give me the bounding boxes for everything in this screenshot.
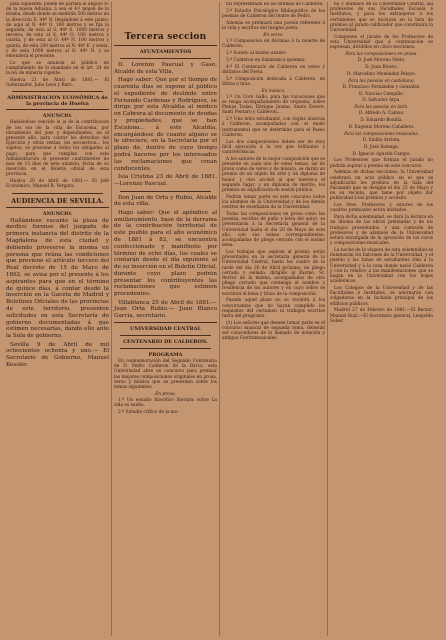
jury-name: D. Eugenio Moreno Caballero. [348,125,415,130]
anuncio-heading: ANUNCIO. [42,113,73,120]
list-item: 3.º Calderon en Salamanca (poema). [226,57,306,63]
paragraph: Los trabajos que aspiran al premio serán presentados en la secretaría general de la Universidad Central, hasta las cuatro de la tarde del día 20 de Abril próximo, en pliego cerrado y sellado, dirigido al Excmo. Sr. Rector de la misma, acompañados de otro pliego cerrado que contenga el nombre y residencia de los autores y en cuyo sobre se escribirá el lema y título de la composición. [222,250,325,297]
list-item: Las dos composiciones deben ser de muy fácil ejecución á la vez que brillantes y características. [222,139,325,156]
prosa-heading: En prosa. [155,391,176,397]
jury-section-3 [330,111,433,130]
jury-section-4 [330,138,433,157]
column-3 [220,2,327,636]
prosa-list [114,398,217,415]
section-title: Tercera seccion [124,32,207,42]
paragraph: no y alumnos de la Universidad Central, así profesores de sus Facultades Escuela é Institutos, y para los extranjeros á los certámenes que se incluyan en la lista de premios al jurado calificador que constituirá la Universidad. [330,2,433,34]
column-1 [4,2,111,636]
paragraph: Los Sres. Profesores y autores de los cuadros premiados serán invitados. [330,203,433,214]
divider [12,193,103,194]
column-rule [327,2,328,636]
paragraph: 3.º Estudio Psicológico Bibliográfico de los poemas de Calderon del teatro de Pedro. [222,8,325,19]
admin-notice [6,120,109,189]
paragraph: Don Juan de Orta y Rubio, Alcalde de esta villa. [114,194,217,208]
column-2 [112,2,219,636]
centenario-heading: CENTENARIO DE CALDERON. [123,339,208,346]
paragraph: Podrán tomar parte en este concurso todos los alumnos de la Universidad y de los demás centros de enseñanza de la Universidad. [222,194,325,211]
paragraph: ral representada en los dramas de Calderon. [226,2,324,7]
divider [120,335,211,336]
ayuntamientos-heading: AYUNTAMIENTOS [139,49,192,55]
paragraph: Hallándose vacante la plaza de médico forense del juzgado de primera instancia del distrito de la Magdalena de esta ciudad y debiendo proveerse la misma en persona que reúna las condiciones que previene el artículo tercero del Real decreto de 15 de Mayo de 1862, se avisa por el presente á los aspirantes para que en el término de quince días, á contar desde la inserción en la Gaceta de Madrid y Boletines Oficiales de las provincias de este territorio, presenten solicitudes en esta Secretaría de gobierno documentadas á que estimen necesarias, dando ello ante la Sala de gobierno. [6,217,109,340]
jury-section-2-heading: Para las poesías en castellano. [348,78,415,84]
verso-heading: En verso. [263,32,284,38]
paragraph: Además de dichas secciones, la Universidad celebrará un acto público en el que se adjudicarán los premios en la Sala del Paraninfo que se designe el día 25 de Mayo y en su recinto, que tiene por objeto dar publicidad á los premios y accésits. [330,170,433,202]
paragraph: Todas las composiciones en prosa como las poesías, escritas de puño y letra del autor, se presentarán á la Secretaría general de la Universidad hasta el día 20 de Mayo de este año, con sus lemas correspondientes, acompañadas de pliego cerrado con el mismo lema. [222,212,325,249]
list-item: 1.º Composicion en décimas á la muerte de Calderon. [222,39,325,50]
list-item: 2.º Una letra estudiantil, con reglas alusivas á Calderon, acompañadas con el modo instrumental que se determine para el Paseo Calderon. [222,117,325,138]
paragraph: A los autores de la mejor composición que se presente en cada uno de estos temas, así de prosa como de verso y de música, se darán un premio de un objeto de arte y un diploma de honor, y otro accésit al que merezca el segundo lugar, y un diploma de mérito; los premios se adjudicarán en sesión pública. [222,156,325,194]
paragraph: Además se premiará una poesía referente á la vida y escritos del insigne poeta. [222,20,325,31]
jury-name: D. José Inzenga. [363,144,400,150]
jury-section-3-heading: Para las poesías en latín. [354,105,409,111]
jury-name: D. José Moreno Nieto. [357,58,406,64]
list-item: 2.º Estudio crítico de la mo- [118,410,179,416]
paragraph: Para dicha solemnidad, se dará la lectura en un idioma de las obras premiadas y de los trabajos presentados, y una comisión de profesores y de alumnos de la Universidad estará encargada de la ejecución de los coros y composiciones musicales. [330,215,433,247]
divider [120,191,211,192]
paragraph: Los Colegios de la Universidad y de las Facultades é Institutos, se adornarán con colgaduras en la fachada principal de los edificios públicos. [330,286,433,307]
paragraph: Hago saber: Que por el tiempo de cuarenta dias se expone al público el expediente de deslinde entre Fernando Cardenas y Rodríguez, se dirige por esta Alcaldía al médico en Cabrera al documento de deudas y propiedades, que se han Escalona... á este Alcaldía, encargándose de cuanto alguno se le ofreciere, en la Secretaría por el plazo de, dentro de cuyo tiempo podrá hacerse por los interesados las reclamaciones que crean conducentes. [114,77,217,172]
jury-name: D. Salvador Arpa. [362,98,401,104]
jury-name: D. Alfredo A. Camus. [358,111,405,117]
divider [6,109,109,110]
universidad-heading: UNIVERSIDAD CENTRAL [130,326,201,333]
paragraph: Villablanca 25 de Abril de 1881.—Juan Orta Rubio.— Juan Blanco Garcia, secretario. [114,299,217,320]
paragraph: Huelva 20 de Abril de 1881.— El Jefe Económico, Manuel B. Vergara. [6,179,109,190]
prosa-continued [222,2,325,31]
paragraph: pata siguiente: puede de partida el ángulo N. de la nueva Aduana, á sea el 4.º mojon de la misma, desde donde se medirán 500 metros en la dirección E. 44º N. llegándose á este punto; de aquí al N. 44º O. 100 metros y se fija la segunda; de esta al S. 44º S. 1000 metros y tercera; de esta al S. 44º O. 100 metros y cuarta, y de esta al O. 44º N. 100 metros y quinta, de esta 200 metros al N. 44º E. y sexta, y de esta 1000 metros al O. 44º N. y se entenderá el presente. [6,2,109,60]
paragraph: Componen el jurado de los Profesores de esta Universidad que á continuación se expresan, divididos en cinco secciones. [330,34,433,51]
ceremony-text [330,158,433,324]
divider [6,207,109,208]
column-4 [328,2,435,636]
jury-section-2 [330,85,433,104]
list-item: 1.º Un Coro Gallo, para las vacaciones que se tenga acompañamiento de orquesta, sobre Plenas Todas, Enrique Jaume, Santo Esteve, Santi Pentaro y Calderon... [222,94,325,116]
list-item: 2.º Soneto al mismo asunto. [226,51,287,56]
paragraph: Pasado aquel plazo no se recibirá á los concursantes que no hayan cumplido los requisitos del certamen ni trabajos escritos fuera del programa. [222,298,325,320]
musica-heading: En música. [261,88,286,94]
paragraph: Madrid 27 de Febrero de 1881.—El Rector, Manuel Ruiz.—El Secretario general, Leopoldo Solier. [330,308,433,324]
column-rule [219,2,220,636]
paragraph: La noche de la víspera de esta solemnidad se iluminarán los balcones de la Universidad, y el pueblo y las tunas de estudiantes irán á la Universidad y á la casa donde nació Calderon y con lo relativo á las manifestaciones que se hagan en la Universidad con los trajes académicos. [330,248,433,285]
jury-name: D. Narciso Campillo. [358,91,404,97]
paragraph: Sevilla 9 de Abril de mil ochocientos ochenta y uno.— El Secretario de Gobierno, Manuel Kessler. [6,341,109,368]
jury-section-4-heading: Para las composiciones musicales. [344,131,419,137]
divider [114,45,217,46]
paragraph: D. Lorenzo Pascual y Gaso, Alcalde de esta Villa. [114,62,217,75]
divider [114,322,217,323]
programa-heading: PROGRAMA [148,352,183,359]
anuncio-heading-2: ANUNCIO. [42,210,73,217]
list-item: 1.º Un estudio filosófico literario sobre La vida es sueño. [114,398,217,409]
jury-section-1 [330,58,433,77]
paragraph: Hago saber: Que el apéndice al amillaramiento, base de la derrama de la contribución territorial de este pueblo para el año económico de 1881 á 82, se encuentra confeccionado y manifiesto por término de ocho días, los cuales se contarán desde el día siguiente al de su inserción en el Boletín Oficial, durante cuyo plazo podrán presentar los contribuyentes las reclamaciones que estimen procedentes. [114,209,217,298]
paragraph: Habiéndose vencido la ja de la contribución de los sos de la villa de Escacena, por libramiento del juez y dependientes, en el presente año, para cobrar los derechos del Ejercicio y otras rentas, los secuestros... los sujetos; se previene á todos los obligados al pago, para que cumplan con esta Administración el presente cuatrimestre de mas de 15 dias de este anuncio, fecha de su inserción en el Boletín oficial de esta provincia. [6,120,109,178]
admin-heading: ADMINISTRACION ECONÓMICA de la provincia de Huelva [7,95,108,108]
jury-name: D. Emilio Arrieta. [362,138,401,143]
paragraph: Lo que se anuncia al público en cumplimiento de lo mandado en el art. 24 de la ley de minería vigente. [6,60,109,77]
musica-list [222,95,325,155]
jury-intro [330,2,433,50]
list-item: 5.º Composicion dedicada á Calderon, en Silvas ó liras. [222,76,325,87]
divider [120,348,211,349]
divider [120,58,211,59]
forensic-notice [6,218,109,369]
jury-name: D. Francisco Fernández y González. [342,84,421,90]
alcalde-notice-2 [114,195,217,321]
paragraph: Isla Cristina 23 de Abril de 1881.—Lorenzo Pascual. [114,173,217,187]
columns [4,2,442,636]
divider [12,91,103,92]
jury-name: D. Marcelino Menéndez Pelayo. [347,71,416,77]
paragraph: (1) Los señores que deseen tomar parte en el concurso musical de segunda tema, deberán ser conocedores de lo llamado de notación y antigua Centramusicales. [222,320,325,342]
paragraph: Huelva 21 de Abril de 1881.— El Gobernador, Julio Leon y Barr... [6,78,109,89]
contest-rules [222,157,325,342]
jury-name: D. Eduardo Bonilla. [360,118,403,124]
audiencia-heading: AUDIENCIA DE SEVILLA. [11,196,104,205]
paragraph: En conmemoración del Segundo Centenario de D. Pedro Calderon de la Barca, esta Universidad abre un concurso para premiar las mejores composiciones originales en prosa, verso y música que se presenten sobre los temas siguientes: [114,359,217,391]
jury-name: D. Juan Rivero. [365,65,398,71]
alcalde-notice-1 [114,62,217,188]
list-item: 4.º El Centenario de Calderon en verso y distintos del Poeta. [222,64,325,75]
mining-notice [6,2,109,88]
jury-section-1-heading: Para las composiciones en prosa. [345,52,418,58]
paragraph: Los Profesores que forman el jurado no podrán aspirar á premio en este concurso. [330,158,433,169]
jury-name: D. Ignacio Agustín Campo. [352,151,411,157]
verso-list [222,39,325,87]
programa-text [114,359,217,390]
column-rule [111,2,112,636]
